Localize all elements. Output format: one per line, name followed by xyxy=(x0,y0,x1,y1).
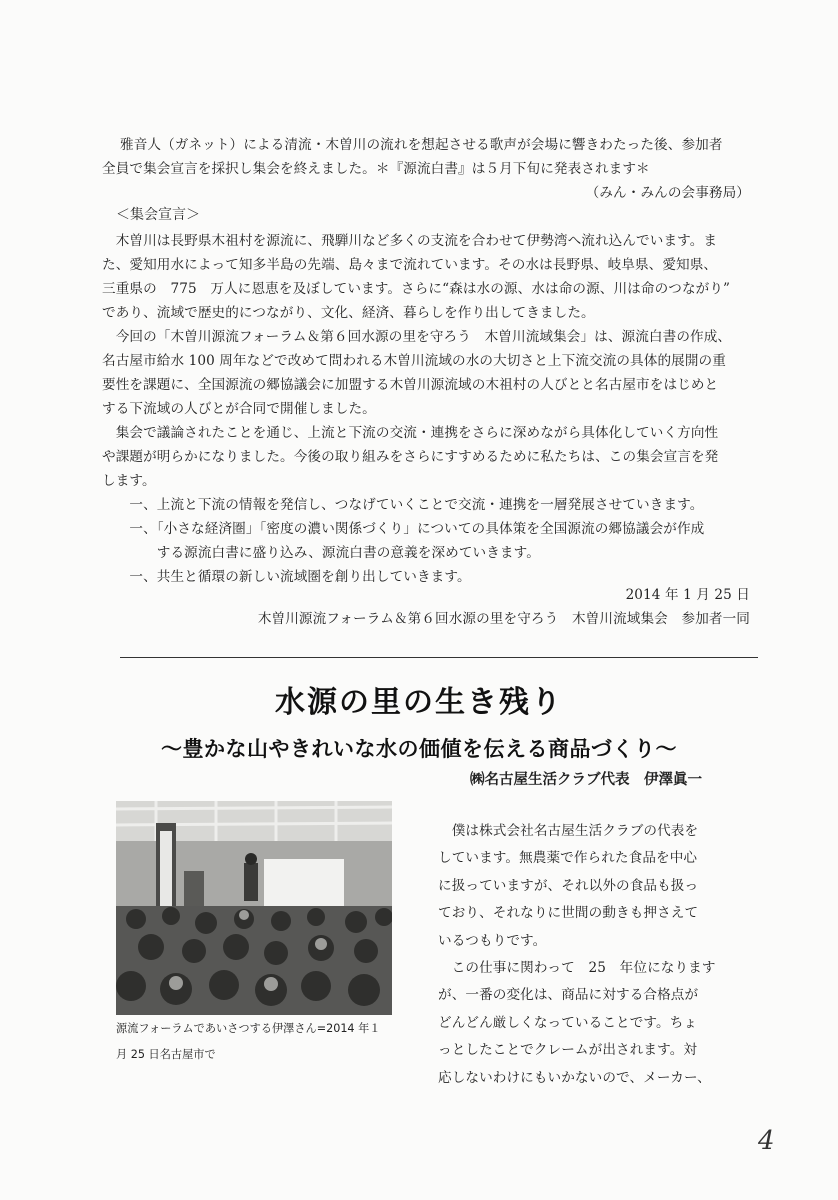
article-body-line: ており、それなりに世間の動きも押さえて xyxy=(438,905,699,922)
article-subtitle: ～豊かな山やきれいな水の価値を伝える商品づくり～ xyxy=(161,736,677,761)
article-body-line: 僕は株式会社名古屋生活クラブの代表を xyxy=(438,823,699,839)
declaration-item: 一、上流と下流の情報を発信し、つなげていくことで交流・連携を一層発展させていきます。 xyxy=(102,497,704,513)
section-divider xyxy=(120,657,758,658)
declaration-item: する源流白書に盛り込み、源流白書の意義を深めていきます。 xyxy=(102,545,540,561)
declaration-signers: 木曽川源流フォーラム＆第６回水源の里を守ろう 木曽川流域集会 参加者一同 xyxy=(257,611,750,627)
intro-signature: （みん・みんの会事務局） xyxy=(585,185,750,201)
intro-line-2: 全員で集会宣言を採択し集会を終えました。＊『源流白書』は５月下旬に発表されます＊ xyxy=(102,161,650,177)
article-body-line: が、一番の変化は、商品に対する合格点が xyxy=(438,987,699,1004)
article-body-line: 応しないわけにもいかないので、メーカー、 xyxy=(438,1069,711,1086)
article-body-line: しています。無農薬で作られた食品を中心 xyxy=(438,850,698,867)
declaration-line: や課題が明らかになりました。今後の取り組みをさらにすすめるために私たちは、この集会宣言を発 xyxy=(102,449,719,465)
photo-caption-line-2: 月 25 日名古屋市で xyxy=(116,1048,216,1061)
article-body-line: に扱っていますが、それ以外の食品も扱っ xyxy=(438,877,699,894)
declaration-line: た、愛知用水によって知多半島の先端、島々まで流れています。その水は長野県、岐阜県、愛知県、 xyxy=(102,257,718,273)
article-body-line: いるつもりです。 xyxy=(438,932,547,949)
article-body-line: この仕事に関わって 25 年位になります xyxy=(438,960,716,977)
forum-photo xyxy=(116,801,392,1015)
intro-line-1: 雅音人（ガネット）による清流・木曽川の流れを想起させる歌声が会場に響きわたった後、参加者 xyxy=(120,137,723,153)
photo-caption-line-1: 源流フォーラムであいさつする伊澤さん=2014 年１ xyxy=(116,1022,381,1035)
article-title: 水源の里の生き残り xyxy=(275,685,563,720)
declaration-line: する下流域の人びとが合同で開催しました。 xyxy=(102,401,376,417)
declaration-line: 三重県の 775 万人に恩恵を及ぼしています。さらに“森は水の源、水は命の源、川は命のつながり” xyxy=(102,281,731,297)
article-body-line: っとしたことでクレームが出されます。対 xyxy=(438,1042,698,1059)
declaration-line: 要性を課題に、全国源流の郷協議会に加盟する木曽川源流域の木祖村の人びとと名古屋市をはじめと xyxy=(102,377,719,393)
declaration-line: 木曽川は長野県木祖村を源流に、飛騨川など多くの支流を合わせて伊勢湾へ流れ込んでいます。ま xyxy=(102,233,718,249)
declaration-line: します。 xyxy=(102,473,156,489)
declaration-line: であり、流域で歴史的につながり、文化、経済、暮らしを作り出してきました。 xyxy=(102,305,595,321)
declaration-line: 今回の「木曽川源流フォーラム＆第６回水源の里を守ろう 木曽川流域集会」は、源流白書の作成、 xyxy=(102,329,732,345)
declaration-item: 一、「小さな経済圏」「密度の濃い関係づくり」についての具体策を全国源流の郷協議会が作成 xyxy=(102,521,705,537)
article-author: ㈱名古屋生活クラブ代表 伊澤眞一 xyxy=(470,772,702,788)
declaration-heading: ＜集会宣言＞ xyxy=(116,207,200,223)
declaration-line: 集会で議論されたことを通じ、上流と下流の交流・連携をさらに深めながら具体化していく方向性 xyxy=(102,425,719,441)
declaration-date: 2014 年 1 月 25 日 xyxy=(625,587,750,603)
declaration-line: 名古屋市給水 100 周年などで改めて問われる木曽川流域の水の大切さと上下流交流の具体的展開の重 xyxy=(102,353,726,369)
page-number: 4 xyxy=(758,1126,775,1156)
declaration-item: 一、共生と循環の新しい流域圏を創り出していきます。 xyxy=(102,569,471,585)
article-body xyxy=(438,818,738,1092)
photo-caption xyxy=(116,1016,396,1068)
article-body-line: どんどん厳しくなっていることです。ちょ xyxy=(438,1014,698,1031)
